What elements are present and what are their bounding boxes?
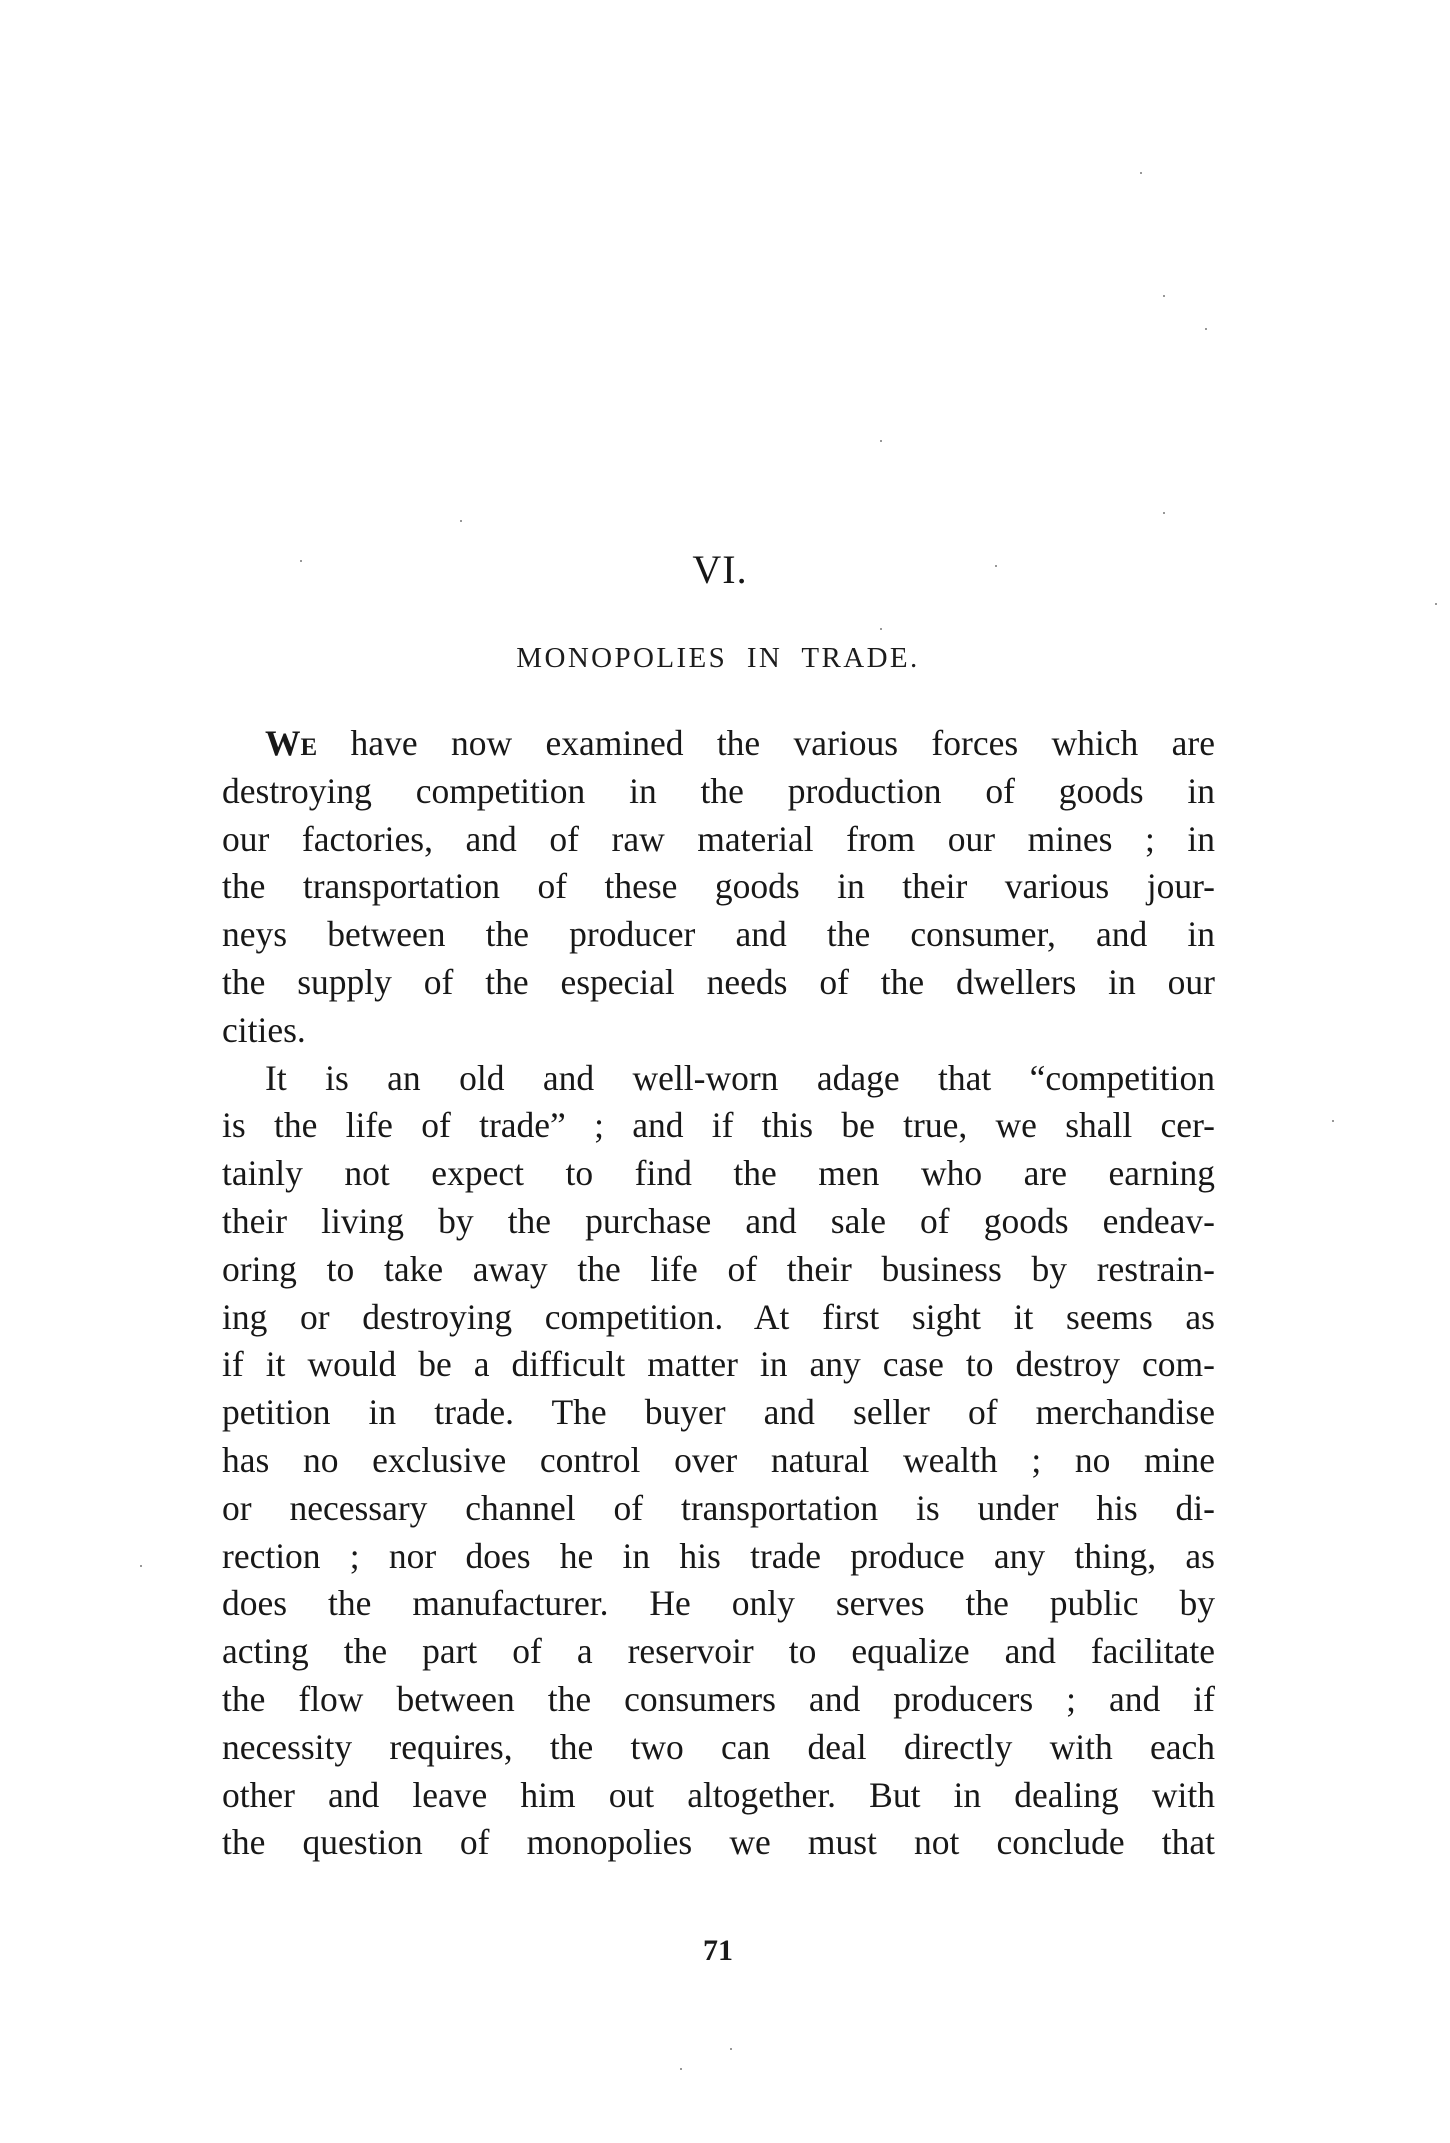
scan-speck: [1163, 295, 1165, 297]
scan-speck: [1205, 328, 1207, 330]
scan-speck: [140, 1565, 142, 1567]
scan-speck: [460, 520, 462, 522]
text-line: is the life of trade” ; and if this be true, we shall cer-: [222, 1105, 1215, 1146]
text-line: tainly not expect to find the men who are earning: [222, 1153, 1215, 1194]
text-line: the flow between the consumers and producers ; and if: [222, 1678, 1215, 1719]
chapter-title: MONOPOLIES IN TRADE.: [516, 642, 920, 674]
text-line: [222, 1867, 1215, 1915]
text-line: cities.: [222, 1009, 306, 1050]
scan-speck: [1435, 603, 1437, 605]
scan-speck: [880, 628, 882, 630]
paragraph-1: [222, 720, 1215, 1055]
text-line: other and leave him out altogether. But in dealing with: [222, 1774, 1215, 1815]
scan-speck: [995, 565, 997, 567]
text-line: It is an old and well-worn adage that “competition: [265, 1057, 1215, 1098]
drop-lead-word: We: [265, 723, 318, 763]
scan-speck: [730, 2048, 732, 2050]
paragraph-2: [222, 1055, 1215, 1915]
text-line: has no exclusive control over natural wealth ; no mine: [222, 1439, 1215, 1480]
text-line: if it would be a difficult matter in any case to destroy com-: [222, 1344, 1215, 1385]
text-line-content: have now examined the various forces which are: [317, 723, 1215, 763]
text-line: oring to take away the life of their business by restrain-: [222, 1248, 1215, 1289]
scan-speck: [1140, 172, 1142, 174]
text-line: neys between the producer and the consumer, and in: [222, 914, 1215, 955]
scan-speck: [880, 440, 882, 442]
text-line: the supply of the especial needs of the dwellers in our: [222, 961, 1215, 1002]
text-line: the question of monopolies we must not conclude that: [222, 1822, 1215, 1863]
scan-speck: [300, 560, 302, 562]
text-line: our factories, and of raw material from our mines ; in: [222, 818, 1215, 859]
text-line: rection ; nor does he in his trade produce any thing, as: [222, 1535, 1215, 1576]
text-line: [222, 720, 1215, 768]
scan-speck: [1163, 512, 1165, 514]
chapter-number: VI.: [692, 547, 748, 592]
page-number: 71: [703, 1934, 733, 1967]
text-line: petition in trade. The buyer and seller of merchandise: [222, 1392, 1215, 1433]
text-line: ing or destroying competition. At first sight it seems as: [222, 1296, 1215, 1337]
text-line: destroying competition in the production of goods in: [222, 770, 1215, 811]
scan-speck: [1332, 1120, 1334, 1122]
body-text: [222, 720, 1215, 1915]
text-line: necessity requires, the two can deal directly with each: [222, 1726, 1215, 1767]
text-line: or necessary channel of transportation is under his di-: [222, 1487, 1215, 1528]
scan-speck: [680, 2068, 682, 2070]
text-line: their living by the purchase and sale of goods endeav-: [222, 1200, 1215, 1241]
text-line: the transportation of these goods in their various jour-: [222, 866, 1215, 907]
text-line: acting the part of a reservoir to equalize and facilitate: [222, 1631, 1215, 1672]
text-line: does the manufacturer. He only serves the public by: [222, 1583, 1215, 1624]
